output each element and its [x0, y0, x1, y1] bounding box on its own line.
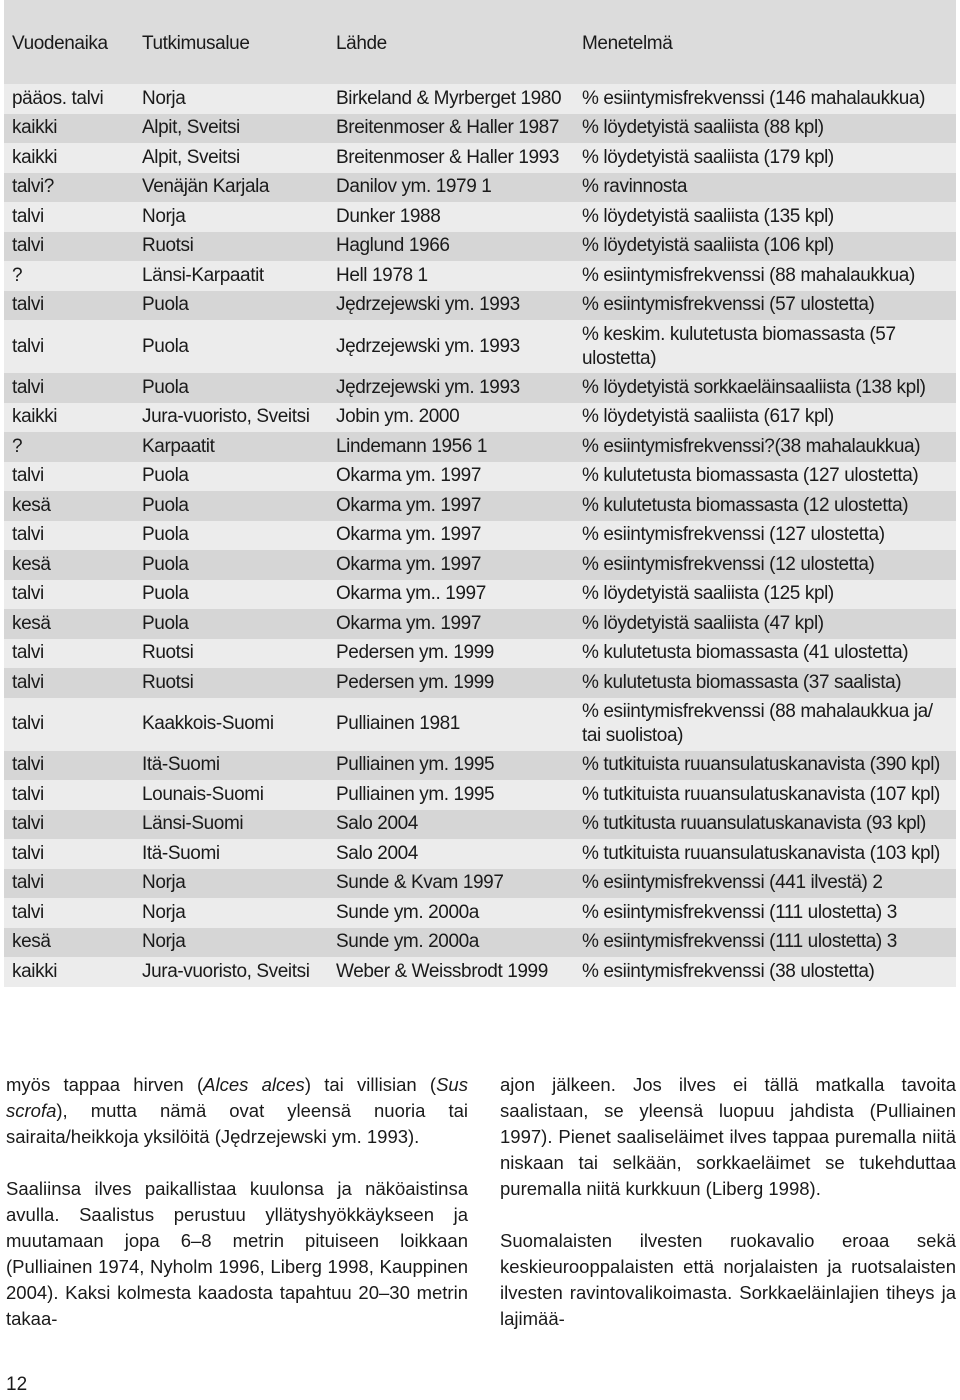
text-run: myös tappaa hirven ( — [6, 1074, 204, 1095]
species-name: Alces alces — [203, 1074, 305, 1095]
table-body — [4, 84, 956, 987]
cell-method: % esiintymisfrekvenssi (12 ulostetta) — [582, 553, 875, 575]
text-column-right — [500, 1072, 956, 1358]
cell-method: % löydetyistä saaliista (47 kpl) — [582, 612, 824, 634]
cell-method: % esiintymisfrekvenssi (57 ulostetta) — [582, 294, 875, 316]
table-row — [4, 780, 956, 810]
table-row — [4, 698, 956, 751]
cell-study-area: Ruotsi — [142, 671, 194, 693]
cell-method: % löydetyistä saaliista (88 kpl) — [582, 117, 824, 139]
cell-season: talvi — [12, 872, 44, 894]
cell-method: % esiintymisfrekvenssi (441 ilvestä) 2 — [582, 872, 883, 894]
cell-method: % kulutetusta biomassasta (12 ulostetta) — [582, 494, 909, 516]
cell-study-area: Itä-Suomi — [142, 842, 220, 864]
table-row — [4, 114, 956, 144]
cell-source: Sunde ym. 2000a — [336, 931, 479, 953]
cell-season: talvi — [12, 642, 44, 664]
table-row — [4, 550, 956, 580]
paragraph: Saaliinsa ilves paikallistaa kuulonsa ja näköaistinsa avulla. Saalistus perustuu yllätyshyökkäykseen ja muutamaan jopa 6–8 metrin pituiseen loikkaan (Pulliainen 1974, Nyholm 1996, Liberg 1998, Kauppinen 2004). Kaksi kolmesta kaadosta tapahtuu 20–30 metrin takaa- — [6, 1178, 468, 1329]
table-row — [4, 521, 956, 551]
cell-method: % tutkitusta ruuansulatuskanavista (93 kpl) — [582, 813, 926, 835]
table-row — [4, 84, 956, 114]
text-column-left — [6, 1072, 468, 1358]
cell-study-area: Puola — [142, 612, 189, 634]
cell-season: kesä — [12, 553, 51, 575]
cell-study-area: Norja — [142, 931, 186, 953]
cell-study-area: Länsi-Suomi — [142, 813, 244, 835]
cell-study-area: Karpaatit — [142, 435, 215, 457]
table-row — [4, 173, 956, 203]
cell-season: kaikki — [12, 960, 58, 982]
table-row — [4, 320, 956, 373]
cell-season: talvi — [12, 294, 44, 316]
table-row — [4, 639, 956, 669]
cell-season: talvi — [12, 376, 44, 398]
cell-study-area: Puola — [142, 553, 189, 575]
cell-season: kesä — [12, 494, 51, 516]
cell-study-area: Jura-vuoristo, Sveitsi — [142, 960, 310, 982]
table-row — [4, 839, 956, 869]
cell-method: % kulutetusta biomassasta (37 saalista) — [582, 671, 902, 693]
cell-study-area: Puola — [142, 583, 189, 605]
table-row — [4, 957, 956, 987]
cell-method: % kulutetusta biomassasta (41 ulostetta) — [582, 642, 909, 664]
cell-season: talvi — [12, 783, 44, 805]
cell-method: % esiintymisfrekvenssi (88 mahalaukkua ja/ tai suolistoa) — [582, 701, 933, 746]
table-row — [4, 291, 956, 321]
species-name: Sus scrofa — [6, 1074, 468, 1121]
table-row — [4, 143, 956, 173]
cell-study-area: Itä-Suomi — [142, 754, 220, 776]
cell-method: % esiintymisfrekvenssi (111 ulostetta) 3 — [582, 901, 897, 923]
lynx-diet-studies-table — [4, 0, 956, 987]
cell-season: ? — [12, 264, 23, 286]
paragraph — [6, 1072, 468, 1150]
cell-study-area: Puola — [142, 294, 189, 316]
cell-method: % kulutetusta biomassasta (127 ulostetta) — [582, 465, 919, 487]
cell-method: % esiintymisfrekvenssi (146 mahalaukkua) — [582, 87, 926, 109]
cell-method: % esiintymisfrekvenssi (127 ulostetta) — [582, 524, 885, 546]
table-row — [4, 751, 956, 781]
cell-source: Jędrzejewski ym. 1993 — [336, 376, 520, 398]
cell-study-area: Lounais-Suomi — [142, 783, 264, 805]
cell-source: Pedersen ym. 1999 — [336, 642, 494, 664]
cell-source: Pulliainen 1981 — [336, 713, 460, 734]
cell-season: kaikki — [12, 117, 58, 139]
header-season: Vuodenaika — [12, 33, 108, 54]
paragraph: Suomalaisten ilvesten ruokavalio eroaa sekä keskieurooppalaisten että norjalaisten ja ruotsalaisten ilvesten ravintovalikoimasta. Sorkkaeläinlajien tiheys ja lajimää- — [500, 1230, 956, 1329]
cell-study-area: Ruotsi — [142, 642, 194, 664]
cell-study-area: Alpit, Sveitsi — [142, 117, 240, 139]
cell-season: ? — [12, 435, 23, 457]
table-row — [4, 869, 956, 899]
table-row — [4, 668, 956, 698]
page-number: 12 — [6, 1374, 28, 1395]
cell-source: Okarma ym.. 1997 — [336, 583, 486, 605]
cell-source: Sunde ym. 2000a — [336, 901, 479, 923]
cell-source: Danilov ym. 1979 1 — [336, 176, 492, 198]
cell-study-area: Venäjän Karjala — [142, 176, 270, 198]
table-row — [4, 928, 956, 958]
cell-source: Sunde & Kvam 1997 — [336, 872, 504, 894]
cell-method: % esiintymisfrekvenssi (88 mahalaukkua) — [582, 264, 915, 286]
cell-season: kaikki — [12, 406, 58, 428]
cell-source: Pedersen ym. 1999 — [336, 671, 494, 693]
cell-method: % löydetyistä saaliista (135 kpl) — [582, 205, 834, 227]
cell-study-area: Puola — [142, 465, 189, 487]
cell-source: Salo 2004 — [336, 813, 418, 835]
cell-study-area: Puola — [142, 376, 189, 398]
cell-method: % löydetyistä saaliista (106 kpl) — [582, 235, 834, 257]
cell-season: pääos. talvi — [12, 87, 104, 109]
cell-season: talvi — [12, 671, 44, 693]
table-row — [4, 261, 956, 291]
table-row — [4, 491, 956, 521]
cell-source: Okarma ym. 1997 — [336, 465, 481, 487]
table-row — [4, 202, 956, 232]
cell-source: Haglund 1966 — [336, 235, 450, 257]
cell-study-area: Länsi-Karpaatit — [142, 264, 264, 286]
cell-source: Hell 1978 1 — [336, 264, 428, 286]
cell-source: Weber & Weissbrodt 1999 — [336, 960, 548, 982]
cell-source: Salo 2004 — [336, 842, 418, 864]
cell-season: talvi — [12, 205, 44, 227]
table-row — [4, 462, 956, 492]
cell-season: kesä — [12, 612, 51, 634]
cell-study-area: Norja — [142, 205, 186, 227]
cell-method: % löydetyistä sorkkaeläinsaaliista (138 kpl) — [582, 376, 926, 398]
cell-source: Jędrzejewski ym. 1993 — [336, 335, 520, 357]
paragraph: ajon jälkeen. Jos ilves ei tällä matkalla tavoita saalistaan, se yleensä luopuu jahdista (Pulliainen 1997). Pienet saaliseläimet ilves tappaa puremalla niitä niskaan tai selkään, sorkkaeläimet se tukehduttaa puremalla niitä kurkkuun (Liberg 1998). — [500, 1074, 956, 1199]
cell-source: Pulliainen ym. 1995 — [336, 783, 495, 805]
cell-season: talvi — [12, 842, 44, 864]
cell-season: talvi — [12, 524, 44, 546]
cell-method: % löydetyistä saaliista (125 kpl) — [582, 583, 834, 605]
cell-study-area: Alpit, Sveitsi — [142, 146, 240, 168]
text-run: ) tai villisian ( — [304, 1074, 437, 1095]
cell-season: kesä — [12, 931, 51, 953]
cell-method: % tutkituista ruuansulatuskanavista (107 kpl) — [582, 783, 940, 805]
cell-season: kaikki — [12, 146, 58, 168]
cell-study-area: Norja — [142, 87, 186, 109]
cell-study-area: Norja — [142, 901, 186, 923]
cell-source: Okarma ym. 1997 — [336, 494, 481, 516]
cell-source: Jobin ym. 2000 — [336, 406, 460, 428]
cell-method: % löydetyistä saaliista (617 kpl) — [582, 406, 834, 428]
cell-source: Dunker 1988 — [336, 205, 441, 227]
cell-study-area: Puola — [142, 335, 189, 357]
cell-season: talvi — [12, 901, 44, 923]
cell-source: Breitenmoser & Haller 1993 — [336, 146, 559, 168]
cell-study-area: Puola — [142, 524, 189, 546]
cell-method: % keskim. kulutetusta biomassasta (57 ulostetta) — [582, 323, 896, 369]
cell-source: Breitenmoser & Haller 1987 — [336, 117, 559, 139]
cell-source: Okarma ym. 1997 — [336, 553, 481, 575]
cell-source: Okarma ym. 1997 — [336, 612, 481, 634]
cell-season: talvi — [12, 754, 44, 776]
cell-source: Jędrzejewski ym. 1993 — [336, 294, 520, 316]
cell-source: Pulliainen ym. 1995 — [336, 754, 495, 776]
header-source: Lähde — [336, 33, 387, 54]
table-row — [4, 432, 956, 462]
cell-method: % esiintymisfrekvenssi (111 ulostetta) 3 — [582, 931, 897, 953]
cell-season: talvi — [12, 335, 44, 357]
table-row — [4, 898, 956, 928]
header-method: Menetelmä — [582, 33, 673, 54]
cell-study-area: Jura-vuoristo, Sveitsi — [142, 406, 310, 428]
table-row — [4, 609, 956, 639]
table-header-row — [4, 0, 956, 84]
cell-study-area: Puola — [142, 494, 189, 516]
cell-source: Lindemann 1956 1 — [336, 435, 488, 457]
cell-season: talvi? — [12, 176, 54, 198]
cell-method: % tutkituista ruuansulatuskanavista (103 kpl) — [582, 842, 940, 864]
table-row — [4, 580, 956, 610]
cell-method: % esiintymisfrekvenssi?(38 mahalaukkua) — [582, 435, 921, 457]
cell-season: talvi — [12, 813, 44, 835]
cell-method: % tutkituista ruuansulatuskanavista (390 kpl) — [582, 754, 940, 776]
cell-season: talvi — [12, 465, 44, 487]
cell-season: talvi — [12, 235, 44, 257]
table-row — [4, 403, 956, 433]
text-run: ), mutta nämä ovat yleensä nuoria tai sairaita/heikkoja yksilöitä (Jędrzejewski ym. 1993). — [6, 1100, 468, 1147]
cell-study-area: Kaakkois-Suomi — [142, 713, 274, 734]
cell-method: % esiintymisfrekvenssi (38 ulostetta) — [582, 960, 875, 982]
cell-study-area: Ruotsi — [142, 235, 194, 257]
table-row — [4, 232, 956, 262]
cell-season: talvi — [12, 583, 44, 605]
header-study-area: Tutkimusalue — [142, 33, 250, 54]
cell-method: % ravinnosta — [582, 176, 688, 198]
table-row — [4, 810, 956, 840]
cell-source: Birkeland & Myrberget 1980 — [336, 87, 562, 109]
cell-method: % löydetyistä saaliista (179 kpl) — [582, 146, 834, 168]
table-row — [4, 373, 956, 403]
cell-study-area: Norja — [142, 872, 186, 894]
cell-source: Okarma ym. 1997 — [336, 524, 481, 546]
cell-season: talvi — [12, 713, 44, 734]
